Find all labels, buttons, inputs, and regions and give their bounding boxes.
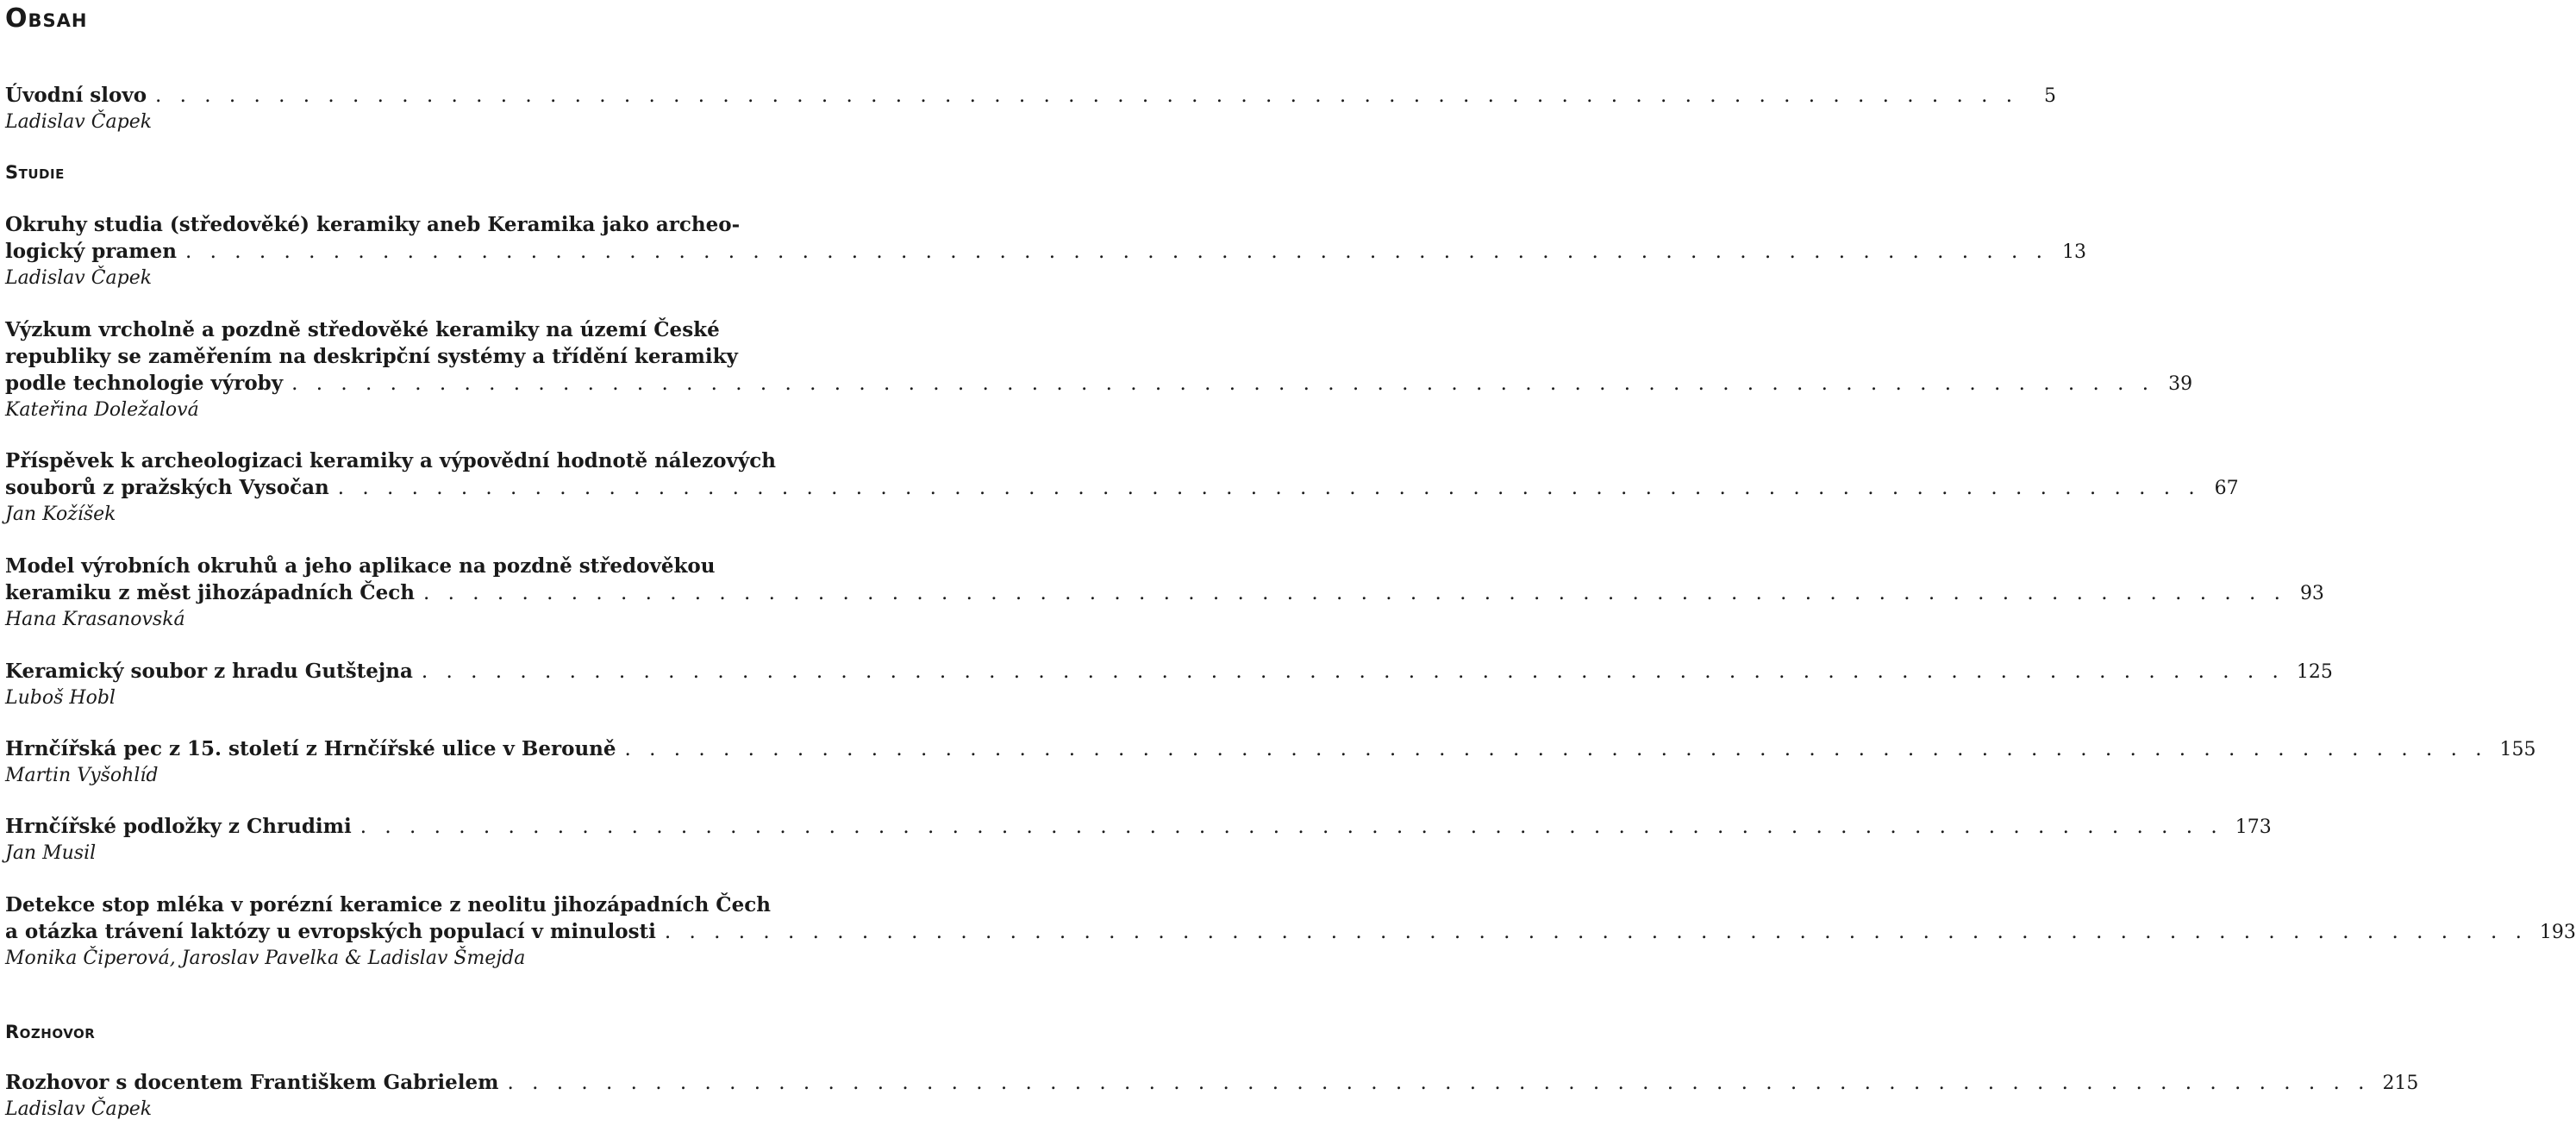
toc-entry-author: Ladislav Čapek xyxy=(5,111,153,133)
toc-entry-title: souborů z pražských Vysočan xyxy=(5,476,329,499)
toc-entry[interactable] xyxy=(5,1069,2419,1123)
page-number: 173 xyxy=(2235,816,2272,838)
toc-entry-title-line xyxy=(5,553,828,579)
toc-entry[interactable] xyxy=(5,735,2536,790)
page-number: 155 xyxy=(2499,739,2536,760)
toc-entry-title: podle technologie výroby xyxy=(5,372,284,395)
toc-entry-title-line xyxy=(5,918,2576,945)
toc-entry-title: Model výrobních okruhů a jeho aplikace na pozdně středověkou xyxy=(5,554,716,578)
toc-entry-title: Hrnčířské podložky z Chrudimi xyxy=(5,815,352,838)
toc-entry-title-line xyxy=(5,316,828,343)
page-number: 39 xyxy=(2168,373,2193,395)
toc-entry-title: a otázka trávení laktózy u evropských populací v minulosti xyxy=(5,920,656,943)
leader-dots: . . . . . . . . . . . . . . . . . . . . . . . . . . . . . . . . . . . . . . . . . . . . . . . . . . . . . . . . . . . . . . . . . . . . . . . . . . . . xyxy=(507,1072,2371,1094)
toc-entry-author: Martin Vyšohlíd xyxy=(5,765,159,786)
toc-entry-title: Keramický soubor z hradu Gutštejna xyxy=(5,660,413,683)
toc-entry-title-line xyxy=(5,447,828,474)
toc-entry-author: Luboš Hobl xyxy=(5,687,116,709)
leader-dots: . . . . . . . . . . . . . . . . . . . . . . . . . . . . . . . . . . . . . . . . . . . . . . . . . . . . . . . . . . . . . . . . . . . . . . . . . . . . xyxy=(155,84,2019,107)
page-number: 93 xyxy=(2299,583,2324,604)
toc-entry-title-line xyxy=(5,813,2272,840)
page-number: 13 xyxy=(2061,241,2086,263)
page-number: 5 xyxy=(2044,85,2057,107)
toc-entry-title-line xyxy=(5,579,2324,606)
page-number: 193 xyxy=(2539,922,2576,943)
toc-entry[interactable] xyxy=(5,447,2239,529)
toc-entry-author: Jan Kožíšek xyxy=(5,504,116,525)
toc-entry[interactable] xyxy=(5,82,2057,136)
toc-entry-title: keramiku z měst jihozápadních Čech xyxy=(5,581,415,604)
leader-dots: . . . . . . . . . . . . . . . . . . . . . . . . . . . . . . . . . . . . . . . . . . . . . . . . . . . . . . . . . . . . . . . . . . . . . . . . . . . . xyxy=(664,921,2528,943)
toc-entry[interactable] xyxy=(5,553,2324,634)
toc-entry-title-line xyxy=(5,238,2086,265)
toc-entry[interactable] xyxy=(5,211,2086,292)
toc-entry-title: Úvodní slovo xyxy=(5,84,147,107)
leader-dots: . . . . . . . . . . . . . . . . . . . . . . . . . . . . . . . . . . . . . . . . . . . . . . . . . . . . . . . . . . . . . . . . . . . . . . . . . . . . xyxy=(337,477,2201,499)
leader-dots: . . . . . . . . . . . . . . . . . . . . . . . . . . . . . . . . . . . . . . . . . . . . . . . . . . . . . . . . . . . . . . . . . . . . . . . . . . . . xyxy=(291,372,2155,395)
page-number: 67 xyxy=(2214,478,2239,499)
toc-entry[interactable] xyxy=(5,891,2576,973)
toc-entry-title-line xyxy=(5,343,828,370)
toc-entry-title-line xyxy=(5,474,2239,501)
page-number: 125 xyxy=(2296,661,2333,683)
toc-entry-title-line xyxy=(5,891,828,918)
toc-entry-title: Hrnčířská pec z 15. století z Hrnčířské ulice v Berouně xyxy=(5,737,616,760)
toc-entry-author: Monika Čiperová, Jaroslav Pavelka & Ladislav Šmejda xyxy=(5,948,526,969)
toc-entry-author: Jan Musil xyxy=(5,842,97,864)
section-heading-studie: Studie xyxy=(5,162,65,183)
toc-entry-title-line xyxy=(5,82,2057,109)
toc-entry[interactable] xyxy=(5,316,2193,424)
toc-entry-title: Příspěvek k archeologizaci keramiky a výpovědní hodnotě nálezových xyxy=(5,449,776,472)
section-heading-rozhovor: Rozhovor xyxy=(5,1022,96,1042)
toc-entry-title: Výzkum vrcholně a pozdně středověké keramiky na území České xyxy=(5,318,720,341)
page-title: Obsah xyxy=(5,3,88,34)
page-number: 215 xyxy=(2382,1073,2419,1094)
toc-entry[interactable] xyxy=(5,813,2272,867)
leader-dots: . . . . . . . . . . . . . . . . . . . . . . . . . . . . . . . . . . . . . . . . . . . . . . . . . . . . . . . . . . . . . . . . . . . . . . . . . . . . xyxy=(421,660,2285,683)
toc-entry-title: Detekce stop mléka v porézní keramice z neolitu jihozápadních Čech xyxy=(5,893,771,916)
toc-entry-title: Rozhovor s docentem Františkem Gabrielem xyxy=(5,1071,499,1094)
toc-entry-author: Ladislav Čapek xyxy=(5,1098,153,1120)
toc-entry-title: republiky se zaměřením na deskripční systémy a třídění keramiky xyxy=(5,345,738,368)
toc-entry-title: Okruhy studia (středověké) keramiky aneb Keramika jako archeo- xyxy=(5,213,741,236)
toc-entry-title: logický pramen xyxy=(5,240,178,263)
leader-dots: . . . . . . . . . . . . . . . . . . . . . . . . . . . . . . . . . . . . . . . . . . . . . . . . . . . . . . . . . . . . . . . . . . . . . . . . . . . . xyxy=(185,241,2048,263)
toc-entry-title-line xyxy=(5,658,2333,685)
toc-entry-author: Ladislav Čapek xyxy=(5,267,153,289)
toc-entry-author: Hana Krasanovská xyxy=(5,609,185,630)
toc-entry[interactable] xyxy=(5,658,2333,712)
toc-entry-title-line xyxy=(5,211,828,238)
leader-dots: . . . . . . . . . . . . . . . . . . . . . . . . . . . . . . . . . . . . . . . . . . . . . . . . . . . . . . . . . . . . . . . . . . . . . . . . . . . . xyxy=(624,738,2488,760)
toc-entry-title-line xyxy=(5,370,2193,397)
toc-entry-author: Kateřina Doležalová xyxy=(5,399,199,421)
toc-entry-title-line xyxy=(5,735,2536,762)
leader-dots: . . . . . . . . . . . . . . . . . . . . . . . . . . . . . . . . . . . . . . . . . . . . . . . . . . . . . . . . . . . . . . . . . . . . . . . . . . . . xyxy=(360,816,2223,838)
leader-dots: . . . . . . . . . . . . . . . . . . . . . . . . . . . . . . . . . . . . . . . . . . . . . . . . . . . . . . . . . . . . . . . . . . . . . . . . . . . . xyxy=(422,582,2286,604)
toc-entry-title-line xyxy=(5,1069,2419,1096)
